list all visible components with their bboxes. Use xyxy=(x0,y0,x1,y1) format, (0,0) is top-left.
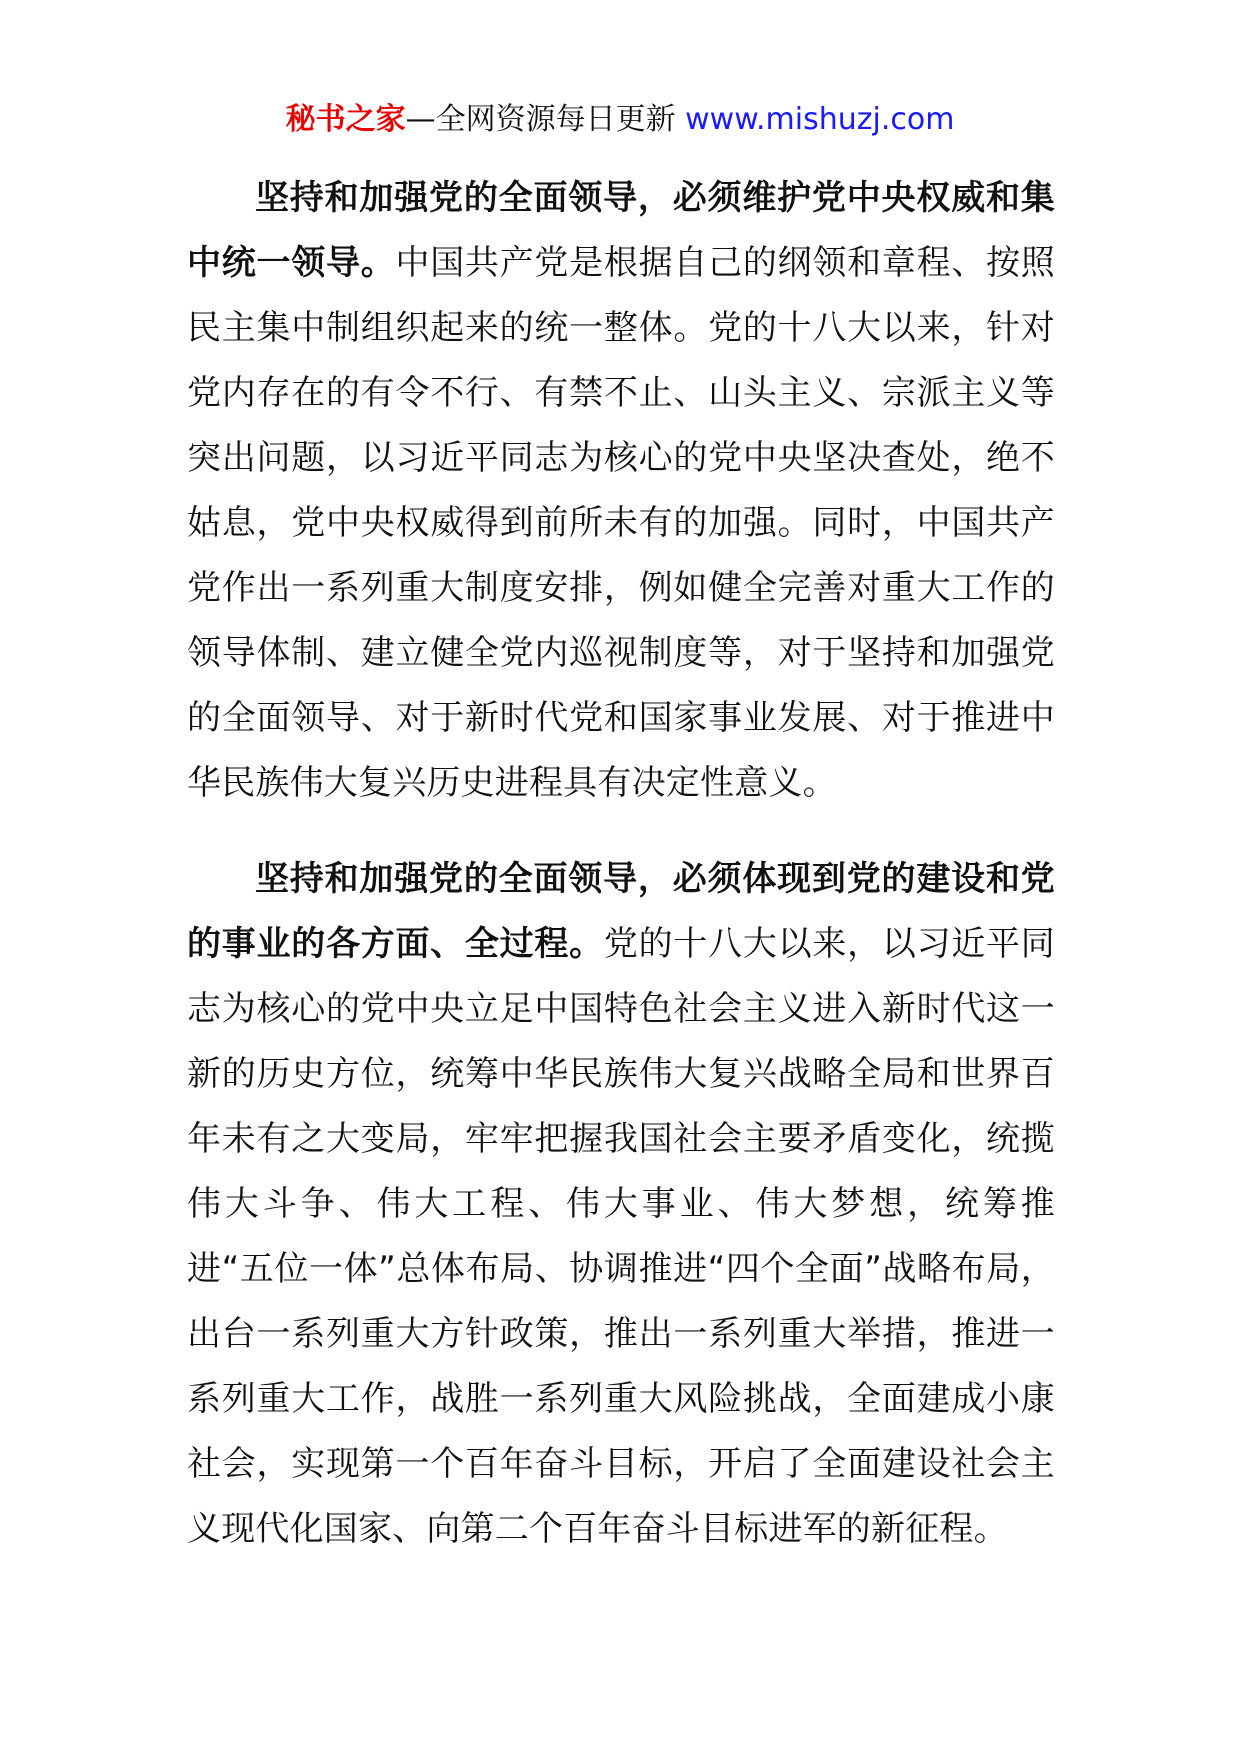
paragraph-lead: 坚持和加强党的全面领导，必须体现到党的建设和党的事业的各方面、全过程。 xyxy=(187,859,1055,964)
site-tagline: —全网资源每日更新 xyxy=(405,102,686,137)
page-header xyxy=(0,100,1240,140)
site-brand: 秘书之家 xyxy=(285,102,406,137)
site-url-link[interactable]: www.mishuzj.com xyxy=(685,102,955,137)
paragraph-leadership-authority xyxy=(187,166,1055,816)
paragraph-body: 中国共产党是根据自己的纲领和章程、按照民主集中制组织起来的统一整体。党的十八大以来，针对党内存在的有令不行、有禁不止、山头主义、宗派主义等突出问题，以习近平同志为核心的党中央坚决查处，绝不姑息，党中央权威得到前所未有的加强。同时，中国共产党作出一系列重大制度安排，例如健全完善对重大工作的领导体制、建立健全党内巡视制度等，对于坚持和加强党的全面领导、对于新时代党和国家事业发展、对于推进中华民族伟大复兴历史进程具有决定性意义。 xyxy=(187,243,1055,803)
paragraph-leadership-all-aspects xyxy=(187,847,1055,1562)
paragraph-body: 党的十八大以来，以习近平同志为核心的党中央立足中国特色社会主义进入新时代这一新的历史方位，统筹中华民族伟大复兴战略全局和世界百年未有之大变局，牢牢把握我国社会主要矛盾变化，统揽伟大斗争、伟大工程、伟大事业、伟大梦想，统筹推进“五位一体”总体布局、协调推进“四个全面”战略布局，出台一系列重大方针政策，推出一系列重大举措，推进一系列重大工作，战胜一系列重大风险挑战，全面建成小康社会，实现第一个百年奋斗目标，开启了全面建设社会主义现代化国家、向第二个百年奋斗目标进军的新征程。 xyxy=(187,924,1055,1549)
document-body xyxy=(187,166,1055,1593)
paragraph-lead: 坚持和加强党的全面领导，必须维护党中央权威和集中统一领导。 xyxy=(187,178,1055,283)
